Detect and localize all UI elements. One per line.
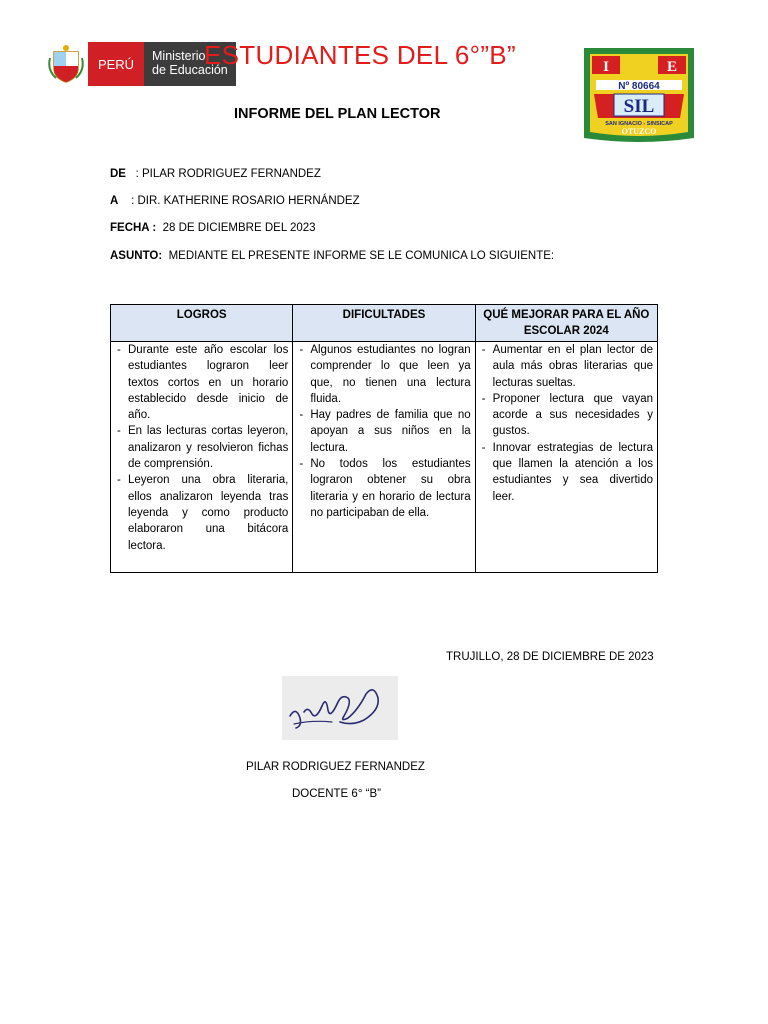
improvements-cell <box>475 342 657 573</box>
ministry-line-1: Ministerio <box>152 49 206 63</box>
column-header-achievements: LOGROS <box>111 305 293 342</box>
difficulties-cell <box>293 342 475 573</box>
list-item: - Algunos estudiantes no logran comprender lo que leen ya que, no tienen una lectura fluida. <box>297 342 470 407</box>
signer-role: DOCENTE 6° “B” <box>292 788 381 800</box>
achievements-list <box>115 342 288 554</box>
table-header-row <box>111 305 658 342</box>
logo-number: Nº 80664 <box>618 81 660 92</box>
to-label: A <box>110 195 119 207</box>
list-item: - Aumentar en el plan lector de aula más obras literarias que lecturas sueltas. <box>480 342 653 391</box>
list-item: - Durante este año escolar los estudiantes lograron leer textos cortos en un horario establecido desde inicio de año. <box>115 342 288 423</box>
achievements-cell <box>111 342 293 573</box>
list-item: - Innovar estrategias de lectura que llamen la atención a los estudiantes y sea divertido leer. <box>480 440 653 505</box>
school-logo <box>580 44 698 146</box>
report-table <box>110 304 658 573</box>
from-field <box>110 168 321 180</box>
column-header-improvements: QUÉ MEJORAR PARA EL AÑO ESCOLAR 2024 <box>475 305 657 342</box>
list-item: - Leyeron una obra literaria, ellos analizaron leyenda tras leyenda y como producto elaboraron una bitácora lectora. <box>115 472 288 553</box>
logo-letter-e: E <box>666 59 678 75</box>
date-value: 28 DE DICIEMBRE DEL 2023 <box>162 222 316 234</box>
date-label: FECHA : <box>110 222 157 234</box>
signature-image <box>282 676 398 740</box>
coat-of-arms-icon <box>44 42 88 86</box>
logo-acronym: SIL <box>623 96 655 117</box>
page-title: ESTUDIANTES DEL 6°”B” <box>204 40 516 70</box>
subject-label: ASUNTO: <box>110 250 163 262</box>
table-row <box>111 342 658 573</box>
logo-letter-i: I <box>603 59 609 75</box>
signer-name: PILAR RODRIGUEZ FERNANDEZ <box>246 761 425 773</box>
place-date: TRUJILLO, 28 DE DICIEMBRE DE 2023 <box>446 651 654 663</box>
list-item: - Hay padres de familia que no apoyan a sus niños en la lectura. <box>297 407 470 456</box>
from-value: : PILAR RODRIGUEZ FERNANDEZ <box>135 168 321 180</box>
list-item: - No todos los estudiantes lograron obtener su obra literaria y en horario de lectura no participaban de ella. <box>297 456 470 521</box>
column-header-difficulties: DIFICULTADES <box>293 305 475 342</box>
difficulties-list <box>297 342 470 521</box>
list-item: - Proponer lectura que vayan acorde a sus necesidades y gustos. <box>480 391 653 440</box>
logo-place: SAN IGNACIO - SINSICAP <box>605 121 673 127</box>
peru-label: PERÚ <box>88 42 144 86</box>
improvements-list <box>480 342 653 505</box>
list-item: - En las lecturas cortas leyeron, analizaron y resolvieron fichas de comprensión. <box>115 423 288 472</box>
subject-field <box>110 250 554 262</box>
ministry-line-2: de Educación <box>152 63 228 77</box>
date-field <box>110 222 316 234</box>
to-value: : DIR. KATHERINE ROSARIO HERNÁNDEZ <box>131 195 360 207</box>
report-title: INFORME DEL PLAN LECTOR <box>234 106 441 122</box>
subject-value: MEDIANTE EL PRESENTE INFORME SE LE COMUNICA LO SIGUIENTE: <box>168 250 555 262</box>
logo-city: OTUZCO <box>621 127 657 136</box>
to-field <box>110 195 360 207</box>
from-label: DE <box>110 168 126 180</box>
